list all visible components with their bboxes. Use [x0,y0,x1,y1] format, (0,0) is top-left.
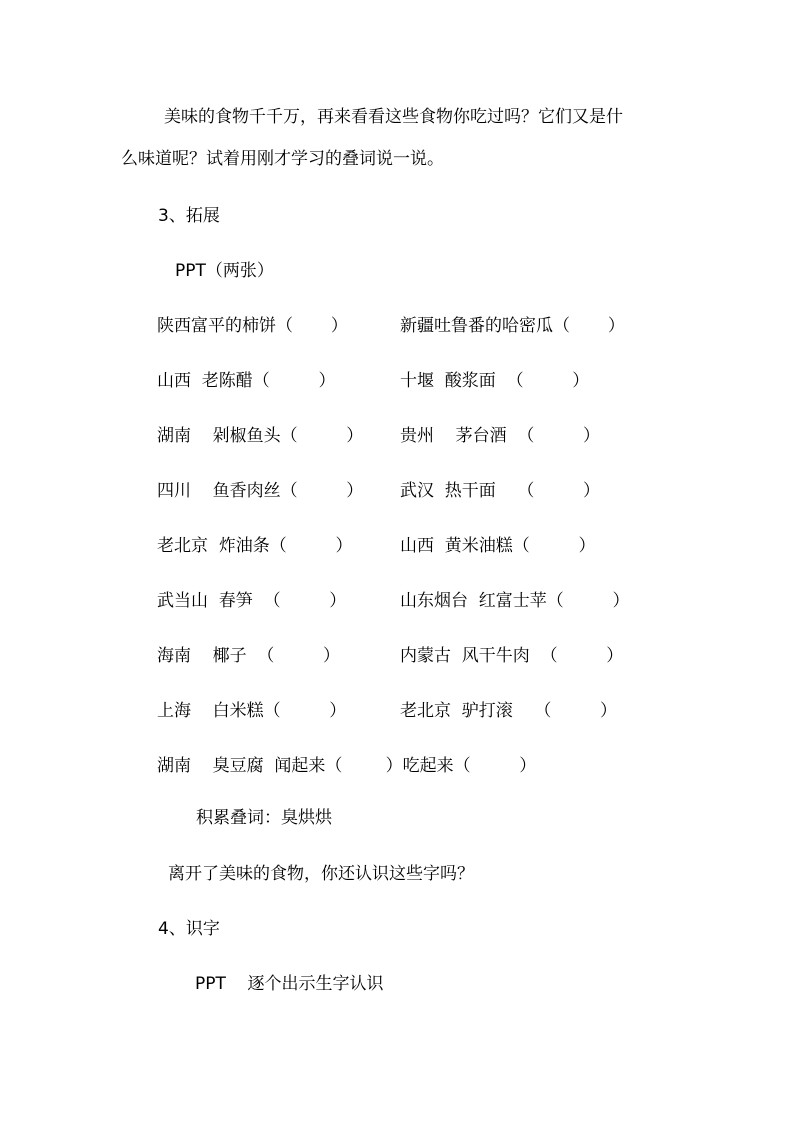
food-item-right: 武汉 热干面 （ ） [400,481,601,501]
food-item-right: 十堰 酸浆面 （ ） [400,371,590,391]
section-4-ppt-note: PPT 逐个出示生字认识 [195,974,384,994]
intro-line-1: 美味的食物千千万，再来看看这些食物你吃过吗？它们又是什 [164,107,623,127]
food-item-right: 山西 黄米油糕（ ） [400,536,596,556]
stinky-tofu-item: 湖南 臭豆腐 闻起来（ ）吃起来（ ） [157,756,537,776]
food-item-left: 武当山 春笋 （ ） [157,591,347,611]
food-item-right: 新疆吐鲁番的哈密瓜（ ） [400,316,625,336]
food-item-left: 湖南 剁椒鱼头（ ） [157,426,364,446]
food-item-right: 贵州 茅台酒 （ ） [400,426,601,446]
food-item-left: 陕西富平的柿饼（ ） [157,316,348,336]
food-item-left: 上海 白米糕（ ） [157,701,347,721]
section-3-ppt-note: PPT（两张） [175,261,274,281]
food-item-right: 内蒙古 风干牛肉 （ ） [400,646,624,666]
intro-line-2: 么味道呢？试着用刚才学习的叠词说一说。 [121,149,444,169]
food-item-left: 山西 老陈醋（ ） [157,371,336,391]
food-item-right: 山东烟台 红富士苹（ ） [400,591,630,611]
section-3-heading: 3、拓展 [158,206,220,226]
food-item-right: 老北京 驴打滚 （ ） [400,701,618,721]
food-item-left: 四川 鱼香肉丝（ ） [157,481,364,501]
food-item-left: 老北京 炸油条（ ） [157,536,353,556]
section-4-heading: 4、识字 [158,919,220,939]
food-item-left: 海南 椰子 （ ） [157,646,341,666]
accumulate-note: 积累叠词：臭烘烘 [196,808,332,828]
transition-sentence: 离开了美味的食物，你还认识这些字吗？ [168,864,474,884]
